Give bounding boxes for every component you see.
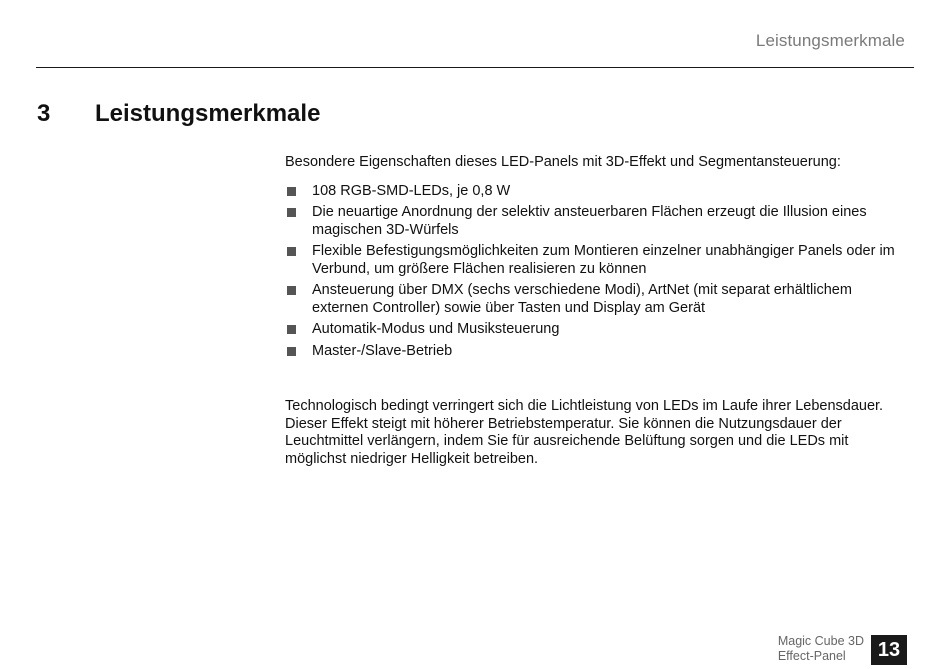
lifetime-note-paragraph: Technologisch bedingt verringert sich die Lichtleistung von LEDs im Laufe ihrer Lebensdauer. Dieser Effekt steigt mit höherer Betriebstemperatur. Sie können die Nutzungsdauer der Leuchtmittel verlängern, indem Sie für ausreichende Belüftung sorgen und die LEDs mit möglichst niedriger Helligkeit betreiben. xyxy=(285,398,884,467)
list-item xyxy=(285,321,910,339)
footer-product-line-2: Effect-Panel xyxy=(777,649,846,663)
header-divider xyxy=(36,67,914,68)
chapter-number: 3 xyxy=(37,100,51,127)
chapter-heading xyxy=(37,100,320,128)
list-item-text: Master-/Slave-Betrieb xyxy=(312,342,453,359)
list-item xyxy=(285,343,910,361)
list-item xyxy=(285,204,910,239)
main-content xyxy=(285,154,910,468)
footer-product-name xyxy=(778,634,864,664)
square-bullet-icon xyxy=(287,347,296,356)
list-item xyxy=(285,183,910,201)
intro-paragraph: Besondere Eigenschaften dieses LED-Panels mit 3D-Effekt und Segmentansteuerung: xyxy=(285,154,841,170)
square-bullet-icon xyxy=(287,187,296,196)
page-number-badge: 13 xyxy=(871,635,907,665)
square-bullet-icon xyxy=(287,208,296,217)
footer-product-line-1: Magic Cube 3D xyxy=(777,634,864,648)
square-bullet-icon xyxy=(287,325,296,334)
list-item-text: Flexible Befestigungsmöglichkeiten zum Montieren einzelner unabhängiger Panels oder im Verbund, um größere Flächen realisieren zu können xyxy=(312,243,895,277)
chapter-title: Leistungsmerkmale xyxy=(95,100,321,127)
square-bullet-icon xyxy=(287,286,296,295)
square-bullet-icon xyxy=(287,247,296,256)
list-item-text: Ansteuerung über DMX (sechs verschiedene Modi), ArtNet (mit separat erhältlichem externen Controller) sowie über Tasten und Display am Gerät xyxy=(312,282,852,316)
list-item-text: Automatik-Modus und Musiksteuerung xyxy=(312,321,560,337)
list-item xyxy=(285,243,910,278)
list-item xyxy=(285,282,910,317)
running-header: Leistungsmerkmale xyxy=(755,31,905,50)
feature-list xyxy=(285,183,910,361)
list-item-text: 108 RGB-SMD-LEDs, je 0,8 W xyxy=(312,182,511,199)
list-item-text: Die neuartige Anordnung der selektiv ansteuerbaren Flächen erzeugt die Illusion eines magischen 3D-Würfels xyxy=(312,204,867,238)
